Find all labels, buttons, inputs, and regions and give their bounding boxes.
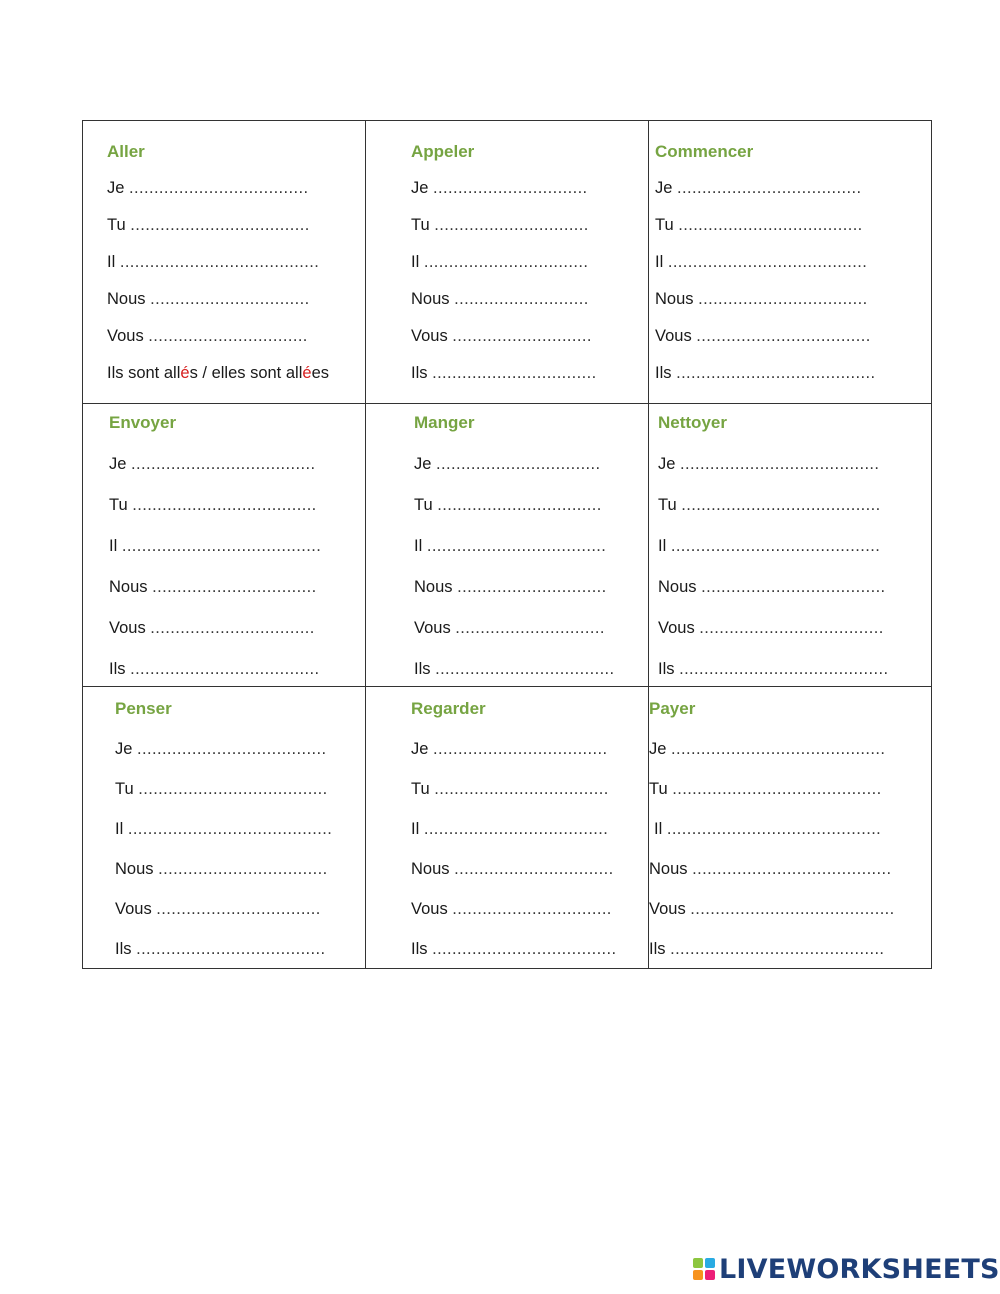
pronoun: Vous <box>655 327 692 345</box>
conjugation-line-je[interactable] <box>649 740 885 759</box>
verb-card-nettoyer <box>649 404 931 687</box>
pronoun: Ils <box>411 364 428 382</box>
conjugation-line-je[interactable] <box>109 455 315 474</box>
conjugation-line-je[interactable] <box>411 740 607 759</box>
verb-title: Penser <box>115 699 172 718</box>
conjugation-line-tu[interactable] <box>115 780 328 799</box>
verb-title: Aller <box>107 142 145 161</box>
conjugation-line-nous[interactable] <box>411 290 589 309</box>
pronoun: Ils <box>115 940 132 958</box>
verb-card-envoyer <box>83 404 366 687</box>
answer-blank[interactable]: ........................................ <box>121 537 322 555</box>
pronoun: Il <box>107 253 116 271</box>
pronoun: Nous <box>655 290 694 308</box>
conjugation-line-vous[interactable] <box>107 327 308 346</box>
answer-blank[interactable]: .......................................... <box>670 537 881 555</box>
pronoun: Nous <box>649 860 688 878</box>
pronoun: Nous <box>658 578 697 596</box>
pronoun: Vous <box>411 900 448 918</box>
conjugation-line-nous[interactable] <box>658 578 886 597</box>
example-text: es <box>311 364 329 382</box>
pronoun: Il <box>655 253 664 271</box>
conjugation-line-ils[interactable] <box>411 940 617 959</box>
verb-title: Payer <box>649 699 696 718</box>
verb-title: Envoyer <box>109 413 177 432</box>
conjugation-line-il[interactable] <box>658 537 880 556</box>
conjugation-line-je[interactable] <box>411 179 588 198</box>
pronoun: Il <box>115 820 124 838</box>
pronoun: Tu <box>649 780 668 798</box>
liveworksheets-logo[interactable] <box>693 1253 1000 1285</box>
pronoun: Tu <box>115 780 134 798</box>
conjugation-line-il[interactable] <box>655 253 867 272</box>
answer-blank[interactable]: ...................................... <box>130 660 320 678</box>
answer-blank[interactable]: ..................................... <box>131 455 316 473</box>
pronoun: Je <box>655 179 673 197</box>
pronoun: Tu <box>411 216 430 234</box>
answer-blank[interactable]: ..................................... <box>132 496 317 514</box>
answer-blank[interactable]: .................................... <box>129 179 309 197</box>
pronoun: Je <box>107 179 125 197</box>
conjugation-line-tu[interactable] <box>658 496 881 515</box>
example-text: s / elles sont all <box>189 364 303 382</box>
pronoun: Je <box>109 455 127 473</box>
pronoun: Je <box>649 740 667 758</box>
conjugation-line-vous[interactable] <box>411 900 612 919</box>
conjugation-grid <box>82 120 932 969</box>
pronoun: Tu <box>107 216 126 234</box>
answer-blank[interactable]: ........................... <box>454 290 589 308</box>
conjugation-line-vous[interactable] <box>655 327 871 346</box>
conjugation-line-ils[interactable] <box>658 660 888 679</box>
conjugation-line-je[interactable] <box>107 179 308 198</box>
answer-blank[interactable]: ................................... <box>433 740 608 758</box>
conjugation-line-tu[interactable] <box>411 216 589 235</box>
conjugation-line-il[interactable] <box>411 820 608 839</box>
pronoun: Nous <box>115 860 154 878</box>
answer-blank[interactable]: ............................ <box>452 327 592 345</box>
conjugation-line-vous[interactable] <box>649 900 895 919</box>
answer-blank[interactable]: ........................................ <box>119 253 320 271</box>
pronoun: Vous <box>414 619 451 637</box>
conjugation-line-il[interactable] <box>107 253 319 272</box>
conjugation-line-vous[interactable] <box>115 900 321 919</box>
verb-card-payer <box>649 687 931 968</box>
conjugation-line-ils[interactable] <box>109 660 320 679</box>
answer-blank[interactable]: ............................... <box>434 216 589 234</box>
conjugation-line-tu[interactable] <box>109 496 317 515</box>
pronoun: Il <box>411 253 420 271</box>
answer-blank[interactable]: ............................... <box>433 179 588 197</box>
answer-blank[interactable]: ..................................... <box>432 940 617 958</box>
pronoun: Vous <box>107 327 144 345</box>
conjugation-line-ils[interactable] <box>115 940 326 959</box>
answer-blank[interactable]: ................................. <box>423 253 589 271</box>
answer-blank[interactable]: ...................................... <box>136 940 326 958</box>
answer-blank[interactable]: ................................ <box>150 290 310 308</box>
answer-blank[interactable]: ...................................... <box>137 740 327 758</box>
pronoun: Tu <box>414 496 433 514</box>
answer-blank[interactable]: ........................................... <box>671 740 886 758</box>
conjugation-line-tu[interactable] <box>655 216 863 235</box>
conjugation-line-nous[interactable] <box>649 860 892 879</box>
pronoun: Tu <box>411 780 430 798</box>
answer-blank[interactable]: ................................ <box>452 900 612 918</box>
pronoun: Vous <box>649 900 686 918</box>
conjugation-line-nous[interactable] <box>411 860 614 879</box>
conjugation-line-je[interactable] <box>658 455 879 474</box>
verb-card-appeler <box>366 121 649 404</box>
answer-blank[interactable]: ........................................ <box>681 496 881 514</box>
answer-blank[interactable]: ................................ <box>148 327 308 345</box>
pronoun: Vous <box>411 327 448 345</box>
highlight-accent: é <box>180 364 190 382</box>
answer-blank[interactable]: .............................. <box>455 619 605 637</box>
answer-blank[interactable]: ................................. <box>152 578 317 596</box>
highlight-accent: é <box>302 364 312 382</box>
answer-blank[interactable]: ................................... <box>696 327 871 345</box>
answer-blank[interactable]: .................................... <box>435 660 615 678</box>
pronoun: Je <box>411 179 429 197</box>
verb-title: Commencer <box>655 142 754 161</box>
conjugation-line-vous[interactable] <box>109 619 315 638</box>
conjugation-line-ils[interactable] <box>411 364 597 383</box>
pronoun: Vous <box>658 619 695 637</box>
conjugation-line-nous[interactable] <box>115 860 328 879</box>
verb-title: Manger <box>414 413 475 432</box>
conjugation-line-vous[interactable] <box>414 619 605 638</box>
conjugation-line-ils[interactable] <box>649 940 884 959</box>
answer-blank[interactable]: .................................... <box>426 537 607 555</box>
answer-blank[interactable]: ...................................... <box>138 780 328 798</box>
pronoun: Ils <box>109 660 126 678</box>
pronoun: Ils <box>655 364 672 382</box>
logo-blocks-icon <box>693 1258 715 1280</box>
answer-blank[interactable]: .................................. <box>698 290 868 308</box>
conjugation-line-ils-example <box>107 364 329 383</box>
pronoun: Vous <box>115 900 152 918</box>
answer-blank[interactable]: ................................... <box>434 780 609 798</box>
verb-card-commencer <box>649 121 931 404</box>
answer-blank[interactable]: ................................ <box>454 860 614 878</box>
pronoun: Ils <box>411 940 428 958</box>
answer-blank[interactable]: ........................................ <box>676 364 876 382</box>
conjugation-line-je[interactable] <box>115 740 326 759</box>
pronoun: Vous <box>109 619 146 637</box>
conjugation-line-il[interactable] <box>109 537 321 556</box>
answer-blank[interactable]: ..................................... <box>678 216 863 234</box>
pronoun: Ils <box>414 660 431 678</box>
answer-blank[interactable]: .............................. <box>457 578 607 596</box>
pronoun: Il <box>411 820 420 838</box>
pronoun: Nous <box>109 578 148 596</box>
conjugation-line-il[interactable] <box>414 537 606 556</box>
verb-title: Regarder <box>411 699 486 718</box>
conjugation-line-tu[interactable] <box>414 496 602 515</box>
answer-blank[interactable]: ................................. <box>437 496 602 514</box>
pronoun: Il <box>654 820 663 838</box>
answer-blank[interactable]: ................................. <box>432 364 597 382</box>
answer-blank[interactable]: .......................................... <box>672 780 882 798</box>
answer-blank[interactable]: ..................................... <box>701 578 886 596</box>
conjugation-line-nous[interactable] <box>109 578 317 597</box>
conjugation-line-je[interactable] <box>414 455 601 474</box>
answer-blank[interactable]: ..................................... <box>423 820 609 838</box>
conjugation-line-ils[interactable] <box>414 660 615 679</box>
pronoun: Il <box>658 537 667 555</box>
answer-blank[interactable]: ..................................... <box>699 619 884 637</box>
pronoun: Ils <box>658 660 675 678</box>
answer-blank[interactable]: .......................................... <box>679 660 889 678</box>
conjugation-line-je[interactable] <box>655 179 861 198</box>
pronoun: Nous <box>411 860 450 878</box>
answer-blank[interactable]: .................................... <box>130 216 310 234</box>
verb-card-aller <box>83 121 366 404</box>
pronoun: Je <box>658 455 676 473</box>
conjugation-line-il[interactable] <box>115 820 332 839</box>
logo-text: LIVEWORKSHEETS <box>719 1253 1000 1285</box>
answer-blank[interactable]: ......................................... <box>690 900 895 918</box>
answer-blank[interactable]: ........................................ <box>692 860 892 878</box>
conjugation-line-il[interactable] <box>654 820 881 839</box>
verb-card-manger <box>366 404 649 687</box>
example-text: Ils sont all <box>107 364 181 382</box>
answer-blank[interactable]: ..................................... <box>677 179 862 197</box>
answer-blank[interactable]: ........................................... <box>666 820 882 838</box>
conjugation-line-vous[interactable] <box>411 327 592 346</box>
pronoun: Je <box>115 740 133 758</box>
conjugation-line-ils[interactable] <box>655 364 875 383</box>
answer-blank[interactable]: ........................................ <box>667 253 868 271</box>
answer-blank[interactable]: ................................. <box>150 619 315 637</box>
pronoun: Tu <box>109 496 128 514</box>
answer-blank[interactable]: ......................................... <box>127 820 333 838</box>
verb-card-regarder <box>366 687 649 968</box>
verb-card-penser <box>83 687 366 968</box>
conjugation-line-tu[interactable] <box>107 216 310 235</box>
conjugation-line-il[interactable] <box>411 253 588 272</box>
pronoun: Tu <box>658 496 677 514</box>
conjugation-line-tu[interactable] <box>649 780 882 799</box>
pronoun: Ils <box>649 940 666 958</box>
pronoun: Il <box>414 537 423 555</box>
conjugation-line-nous[interactable] <box>107 290 310 309</box>
pronoun: Nous <box>411 290 450 308</box>
answer-blank[interactable]: .................................. <box>158 860 328 878</box>
pronoun: Nous <box>107 290 146 308</box>
verb-title: Nettoyer <box>658 413 727 432</box>
verb-title: Appeler <box>411 142 475 161</box>
answer-blank[interactable]: ........................................... <box>670 940 885 958</box>
pronoun: Je <box>411 740 429 758</box>
answer-blank[interactable]: ........................................ <box>680 455 880 473</box>
pronoun: Nous <box>414 578 453 596</box>
conjugation-line-vous[interactable] <box>658 619 884 638</box>
pronoun: Je <box>414 455 432 473</box>
conjugation-line-nous[interactable] <box>655 290 868 309</box>
answer-blank[interactable]: ................................. <box>156 900 321 918</box>
pronoun: Il <box>109 537 118 555</box>
conjugation-line-nous[interactable] <box>414 578 607 597</box>
pronoun: Tu <box>655 216 674 234</box>
conjugation-line-tu[interactable] <box>411 780 609 799</box>
answer-blank[interactable]: ................................. <box>436 455 601 473</box>
